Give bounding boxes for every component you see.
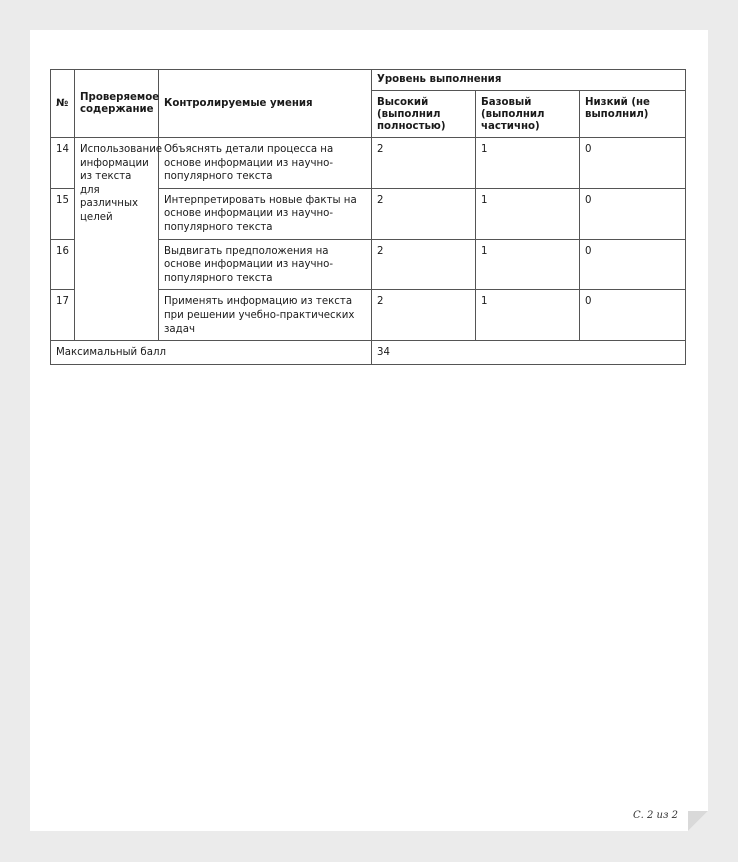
total-row xyxy=(51,341,686,365)
row-low: 0 xyxy=(580,188,686,239)
row-num: 17 xyxy=(51,290,75,341)
header-base: Базовый (выполнил частично) xyxy=(476,91,580,138)
table-row xyxy=(51,138,686,189)
header-content: Проверяемое содержание xyxy=(75,70,159,138)
row-low: 0 xyxy=(580,239,686,290)
row-num: 16 xyxy=(51,239,75,290)
row-low: 0 xyxy=(580,138,686,189)
row-high: 2 xyxy=(372,239,476,290)
assessment-table xyxy=(50,69,686,365)
header-skills: Контролируемые умения xyxy=(159,70,372,138)
row-base: 1 xyxy=(476,239,580,290)
row-base: 1 xyxy=(476,290,580,341)
document-page xyxy=(30,30,708,831)
row-high: 2 xyxy=(372,290,476,341)
header-high: Высокий (выполнил полностью) xyxy=(372,91,476,138)
total-value: 34 xyxy=(372,341,686,365)
row-base: 1 xyxy=(476,188,580,239)
row-skill: Применять информацию из текста при решении учебно-практических задач xyxy=(159,290,372,341)
row-skill: Интерпретировать новые факты на основе информации из научно-популярного текста xyxy=(159,188,372,239)
content-cell: Использование информации из текста для различных целей xyxy=(75,138,159,341)
row-base: 1 xyxy=(476,138,580,189)
page-number: С. 2 из 2 xyxy=(633,810,678,821)
row-num: 15 xyxy=(51,188,75,239)
row-skill: Выдвигать предположения на основе информации из научно-популярного текста xyxy=(159,239,372,290)
row-high: 2 xyxy=(372,138,476,189)
header-low: Низкий (не выполнил) xyxy=(580,91,686,138)
row-low: 0 xyxy=(580,290,686,341)
page-corner-fold xyxy=(688,811,708,831)
header-num: № xyxy=(51,70,75,138)
row-num: 14 xyxy=(51,138,75,189)
row-skill: Объяснять детали процесса на основе информации из научно-популярного текста xyxy=(159,138,372,189)
total-label: Максимальный балл xyxy=(51,341,372,365)
header-levels: Уровень выполнения xyxy=(372,70,686,91)
row-high: 2 xyxy=(372,188,476,239)
